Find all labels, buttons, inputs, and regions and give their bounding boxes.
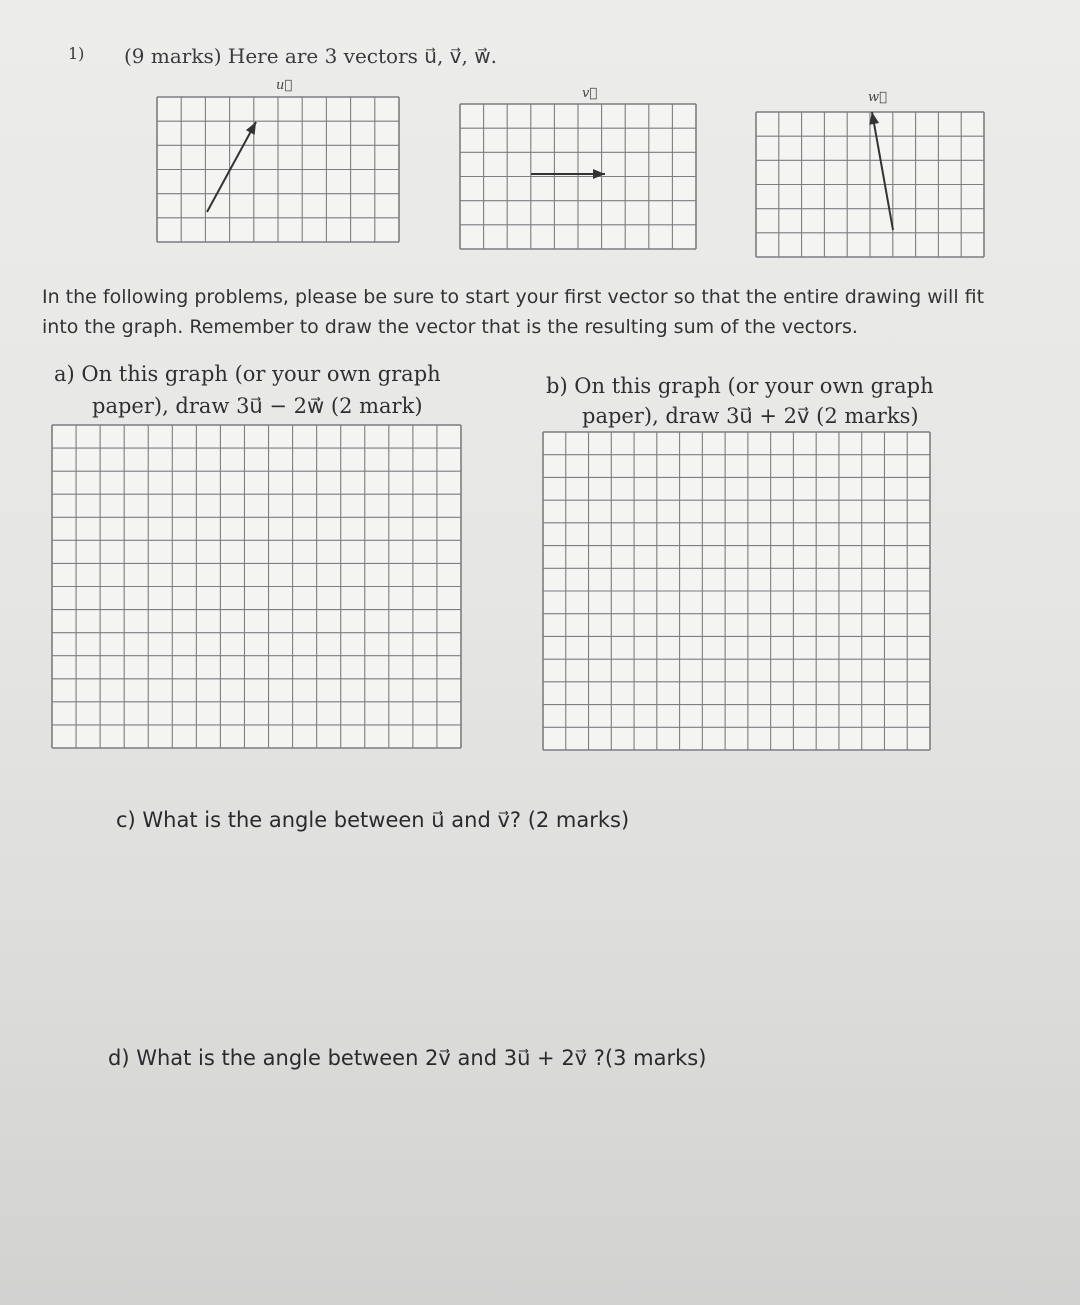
part-b-answer-grid[interactable] [543, 432, 930, 750]
part-c-question: c) What is the angle between u⃗ and v⃗? (2 marks) [116, 808, 630, 832]
part-b-line-1: b) On this graph (or your own graph [546, 374, 934, 398]
part-a-line-2: paper), draw 3u⃗ − 2w⃗ (2 mark) [92, 394, 423, 418]
question-number: 1) [68, 44, 85, 63]
instructions-line-2: into the graph. Remember to draw the vector that is the resulting sum of the vectors. [42, 316, 858, 338]
question-heading: (9 marks) Here are 3 vectors u⃗, v⃗, w⃗. [124, 44, 497, 68]
vector-w-label: w⃗ [868, 90, 887, 105]
vector-v-grid [460, 104, 696, 249]
instructions-line-1: In the following problems, please be sure to start your first vector so that the entire drawing will fit [42, 286, 985, 308]
part-d-question: d) What is the angle between 2v⃗ and 3u⃗ + 2v⃗ ?(3 marks) [108, 1046, 707, 1070]
part-a-answer-grid[interactable] [52, 425, 461, 748]
vector-w-grid [756, 112, 984, 257]
part-b-line-2: paper), draw 3u⃗ + 2v⃗ (2 marks) [582, 404, 919, 428]
vector-u-label: u⃗ [276, 78, 293, 93]
vector-v-label: v⃗ [582, 86, 598, 101]
part-a-line-1: a) On this graph (or your own graph [54, 362, 441, 386]
vector-u-grid [157, 97, 399, 242]
